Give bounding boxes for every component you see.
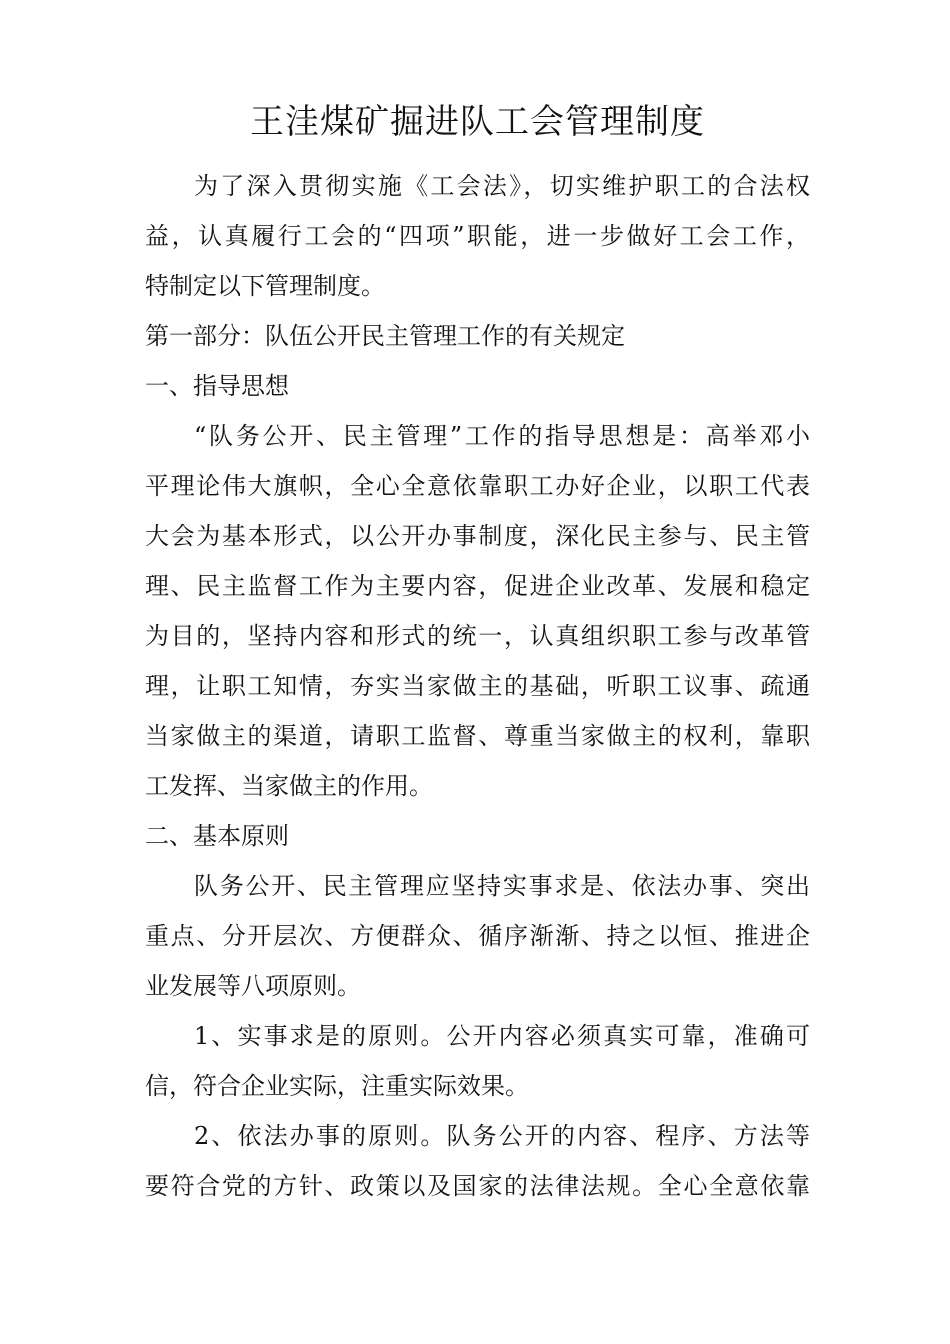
body-line: 业发展等八项原则。 <box>145 972 361 1000</box>
body-line: 大会为基本形式，以公开办事制度，深化民主参与、民主管 <box>145 522 810 550</box>
body-line: 为目的，坚持内容和形式的统一，认真组织职工参与改革管 <box>145 622 810 650</box>
body-line: 信，符合企业实际，注重实际效果。 <box>145 1072 529 1100</box>
body-line: 工发挥、当家做主的作用。 <box>145 772 433 800</box>
document-title: 王洼煤矿掘进队工会管理制度 <box>250 102 705 142</box>
body-line: 2、依法办事的原则。队务公开的内容、程序、方法等 <box>194 1122 810 1150</box>
body-line: 当家做主的渠道，请职工监督、尊重当家做主的权利，靠职 <box>145 722 810 750</box>
subsection-heading: 二、基本原则 <box>145 822 289 850</box>
body-line: 特制定以下管理制度。 <box>145 272 385 300</box>
body-line: 平理论伟大旗帜，全心全意依靠职工办好企业，以职工代表 <box>145 472 810 500</box>
subsection-heading: 一、指导思想 <box>145 372 289 400</box>
body-line: 重点、分开层次、方便群众、循序渐渐、持之以恒、推进企 <box>145 922 810 950</box>
body-line: 为了深入贯彻实施《工会法》，切实维护职工的合法权 <box>194 172 810 200</box>
body-line: 益，认真履行工会的“四项”职能，进一步做好工会工作， <box>145 222 810 250</box>
body-line: “队务公开、民主管理”工作的指导思想是：高举邓小 <box>194 422 810 450</box>
body-line: 理、民主监督工作为主要内容，促进企业改革、发展和稳定 <box>145 572 810 600</box>
body-line: 要符合党的方针、政策以及国家的法律法规。全心全意依靠 <box>145 1172 810 1200</box>
section-heading: 第一部分：队伍公开民主管理工作的有关规定 <box>145 322 625 350</box>
body-line: 理，让职工知情，夯实当家做主的基础，听职工议事、疏通 <box>145 672 810 700</box>
body-line: 队务公开、民主管理应坚持实事求是、依法办事、突出 <box>194 872 810 900</box>
body-line: 1、实事求是的原则。公开内容必须真实可靠，准确可 <box>194 1022 810 1050</box>
